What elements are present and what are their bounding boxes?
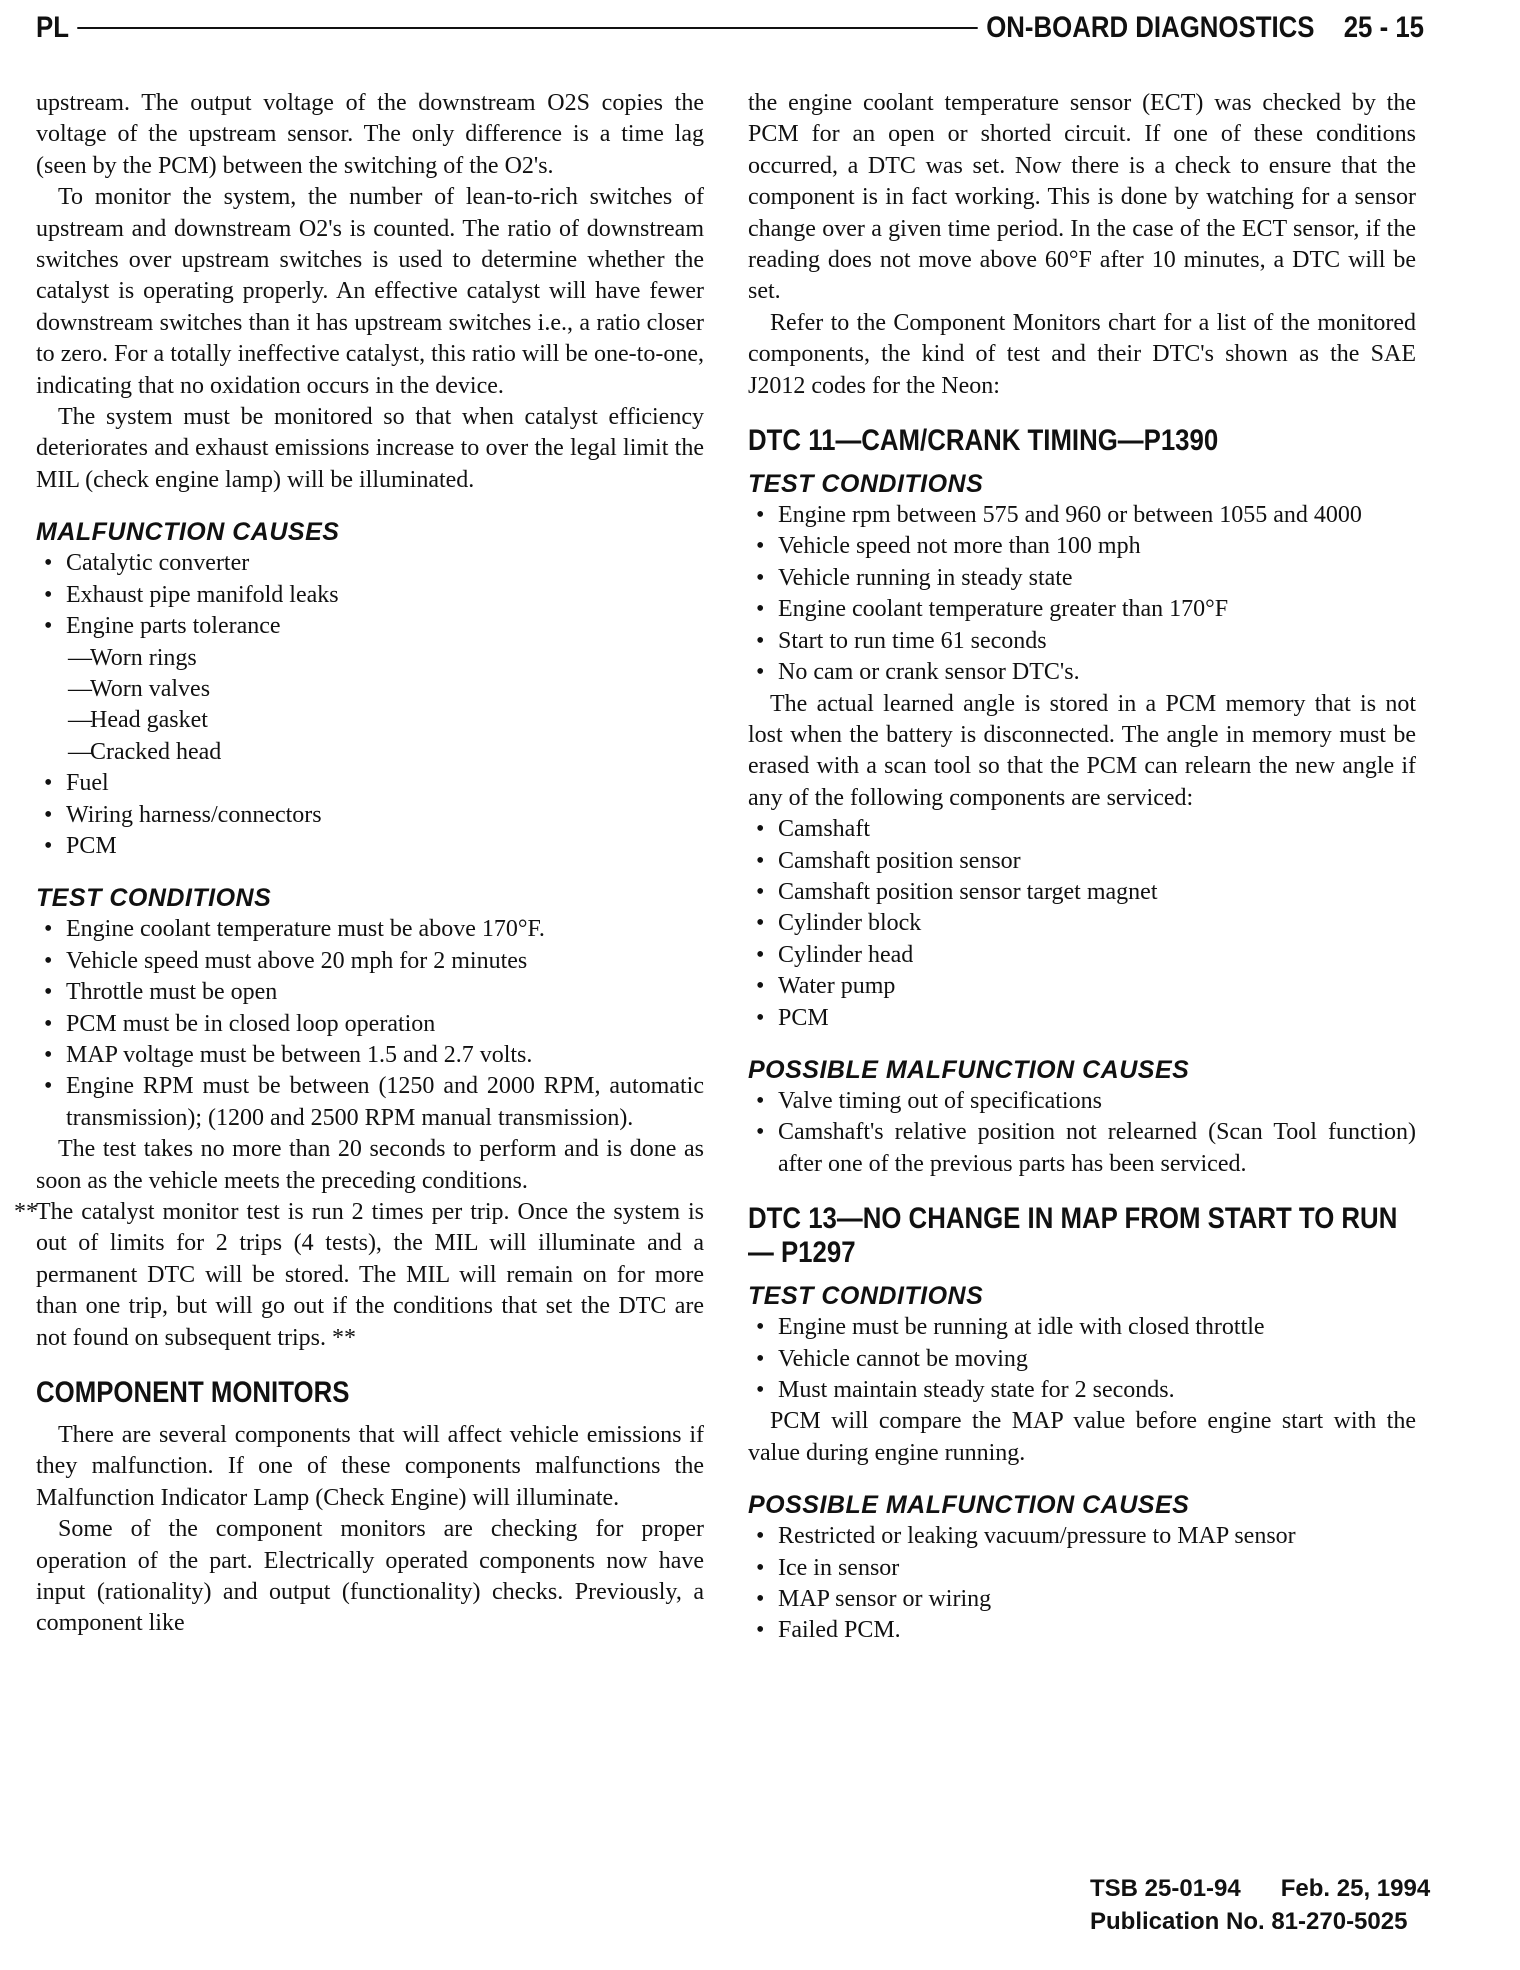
list-item: • Cylinder block <box>748 908 1416 939</box>
list-item: • MAP sensor or wiring <box>748 1584 1416 1615</box>
list-item: • Ice in sensor <box>748 1553 1416 1584</box>
right-column <box>748 88 1416 1647</box>
sublist-item: — Cracked head <box>76 737 704 768</box>
paragraph: The system must be monitored so that when catalyst efficiency deteriorates and exhaust emissions increase to over the legal limit the MIL (check engine lamp) will be illuminated. <box>36 404 704 493</box>
paragraph: Refer to the Component Monitors chart for a list of the monitored components, the kind of test and their DTC's shown as the SAE J2012 codes for the Neon: <box>748 309 1416 399</box>
change-marker: ** <box>14 1199 38 1225</box>
dtc11-malfunction-causes-list <box>748 1086 1416 1180</box>
header-rule <box>78 27 978 29</box>
list-item: • Camshaft's relative position not relearned (Scan Tool function) after one of the previous parts has been serviced. <box>748 1117 1416 1180</box>
starred-text: The catalyst monitor test is run 2 times per trip. Once the system is out of limits for 2 trips (4 tests), the MIL will illuminate and a permanent DTC will be stored. The MIL will remain on for more than one trip, but will go out if the conditions that set the DTC are not found on subsequent trips. <box>36 1199 704 1351</box>
malfunction-causes-list <box>36 548 704 642</box>
list-item: • Engine RPM must be between (1250 and 2000 RPM, automatic transmission); (1200 and 2500 RPM manual transmission). <box>36 1071 704 1134</box>
list-item: • Vehicle cannot be moving <box>748 1344 1416 1375</box>
list-item: • Fuel <box>36 768 704 799</box>
list-item: • Start to run time 61 seconds <box>748 626 1416 657</box>
dtc11-test-conditions-heading: TEST CONDITIONS <box>748 470 984 499</box>
page-number: 25 - 15 <box>1343 11 1425 44</box>
list-item: • Camshaft position sensor <box>748 846 1416 877</box>
list-item: • Vehicle speed must above 20 mph for 2 minutes <box>36 946 704 977</box>
list-item: • Failed PCM. <box>748 1615 1416 1646</box>
dtc11-malfunction-causes-heading: POSSIBLE MALFUNCTION CAUSES <box>748 1055 1190 1084</box>
dtc13-test-conditions-list <box>748 1312 1416 1406</box>
list-item: • Engine coolant temperature greater than 170°F <box>748 594 1416 625</box>
tolerance-sublist <box>36 643 704 769</box>
list-item: • Engine parts tolerance <box>36 611 704 642</box>
list-item: • PCM <box>36 831 704 862</box>
page-footer <box>1090 1872 1490 1938</box>
section-code: PL <box>36 11 69 44</box>
dtc11-test-conditions-list <box>748 500 1416 688</box>
list-item: • Camshaft <box>748 814 1416 845</box>
list-item: • PCM <box>748 1003 1416 1034</box>
test-conditions-list <box>36 914 704 1134</box>
paragraph: The test takes no more than 20 seconds to perform and is done as soon as the vehicle meets the preceding conditions. <box>36 1136 704 1194</box>
paragraph: Some of the component monitors are checking for proper operation of the part. Electrically operated components now have input (rationality) and output (functionality) checks. Previously, a component like <box>36 1516 704 1637</box>
list-item: • Restricted or leaking vacuum/pressure to MAP sensor <box>748 1521 1416 1552</box>
list-item: • Engine must be running at idle with closed throttle <box>748 1312 1416 1343</box>
list-item: • Camshaft position sensor target magnet <box>748 877 1416 908</box>
list-item: • PCM must be in closed loop operation <box>36 1009 704 1040</box>
dtc11-heading: DTC 11—CAM/CRANK TIMING—P1390 <box>748 424 1219 458</box>
publication-number: Publication No. 81-270-5025 <box>1090 1908 1408 1935</box>
list-item: • No cam or crank sensor DTC's. <box>748 657 1416 688</box>
sublist-item: — Head gasket <box>76 705 704 736</box>
list-item: • Engine coolant temperature must be above 170°F. <box>36 914 704 945</box>
malfunction-causes-list-continued <box>36 768 704 862</box>
list-item: • Catalytic converter <box>36 548 704 579</box>
list-item: • Throttle must be open <box>36 977 704 1008</box>
sublist-item: — Worn valves <box>76 674 704 705</box>
list-item: • Vehicle running in steady state <box>748 563 1416 594</box>
list-item: • Cylinder head <box>748 940 1416 971</box>
paragraph: The actual learned angle is stored in a PCM memory that is not lost when the battery is disconnected. The angle in memory must be erased with a scan tool so that the PCM can relearn the new angle if any of the following components are serviced: <box>748 690 1416 811</box>
paragraph: To monitor the system, the number of lean-to-rich switches of upstream and downstream O2's is counted. The ratio of downstream switches over upstream switches is used to determine whether the catalyst is operating properly. An effective catalyst will have fewer downstream switches than it has upstream switches i.e., a ratio closer to zero. For a totally ineffective catalyst, this ratio will be one-to-one, indicating that no oxidation occurs in the device. <box>36 184 704 399</box>
dtc13-malfunction-causes-list <box>748 1521 1416 1647</box>
dtc13-test-conditions-heading: TEST CONDITIONS <box>748 1282 984 1311</box>
paragraph: upstream. The output voltage of the downstream O2S copies the voltage of the upstream sensor. The only difference is a time lag (seen by the PCM) between the switching of the O2's. <box>36 90 704 179</box>
list-item: • Engine rpm between 575 and 960 or between 1055 and 4000 <box>748 500 1416 531</box>
change-marker-end: ** <box>331 1324 356 1351</box>
list-item: • Valve timing out of specifications <box>748 1086 1416 1117</box>
header-title: ON-BOARD DIAGNOSTICS <box>986 11 1315 44</box>
test-conditions-heading: TEST CONDITIONS <box>36 884 272 913</box>
list-item: • Must maintain steady state for 2 seconds. <box>748 1375 1416 1406</box>
dtc13-malfunction-causes-heading: POSSIBLE MALFUNCTION CAUSES <box>748 1491 1190 1520</box>
component-monitors-heading: COMPONENT MONITORS <box>36 1376 350 1410</box>
tsb-date: Feb. 25, 1994 <box>1280 1875 1431 1902</box>
dtc13-heading: DTC 13—NO CHANGE IN MAP FROM START TO RUN— P1297 <box>748 1202 1398 1270</box>
list-item: • Water pump <box>748 971 1416 1002</box>
sublist-item: — Worn rings <box>76 643 704 674</box>
left-column <box>14 88 704 1640</box>
page-header <box>36 6 1424 50</box>
tsb-number: TSB 25-01-94 <box>1090 1875 1241 1902</box>
malfunction-causes-heading: MALFUNCTION CAUSES <box>36 518 340 547</box>
list-item: • MAP voltage must be between 1.5 and 2.7 volts. <box>36 1040 704 1071</box>
list-item: • Vehicle speed not more than 100 mph <box>748 531 1416 562</box>
paragraph: PCM will compare the MAP value before engine start with the value during engine running. <box>748 1408 1416 1466</box>
paragraph: the engine coolant temperature sensor (ECT) was checked by the PCM for an open or shorted circuit. If one of these conditions occurred, a DTC was set. Now there is a check to ensure that the component is in fact working. This is done by watching for a sensor change over a given time period. In the case of the ECT sensor, if the reading does not move above 60°F after 10 minutes, a DTC will be set. <box>748 90 1416 305</box>
list-item: • Wiring harness/connectors <box>36 800 704 831</box>
list-item: • Exhaust pipe manifold leaks <box>36 580 704 611</box>
serviced-components-list <box>748 814 1416 1034</box>
starred-paragraph <box>14 1197 704 1354</box>
paragraph: There are several components that will affect vehicle emissions if they malfunction. If one of these components malfunctions the Malfunction Indicator Lamp (Check Engine) will illuminate. <box>36 1422 704 1511</box>
